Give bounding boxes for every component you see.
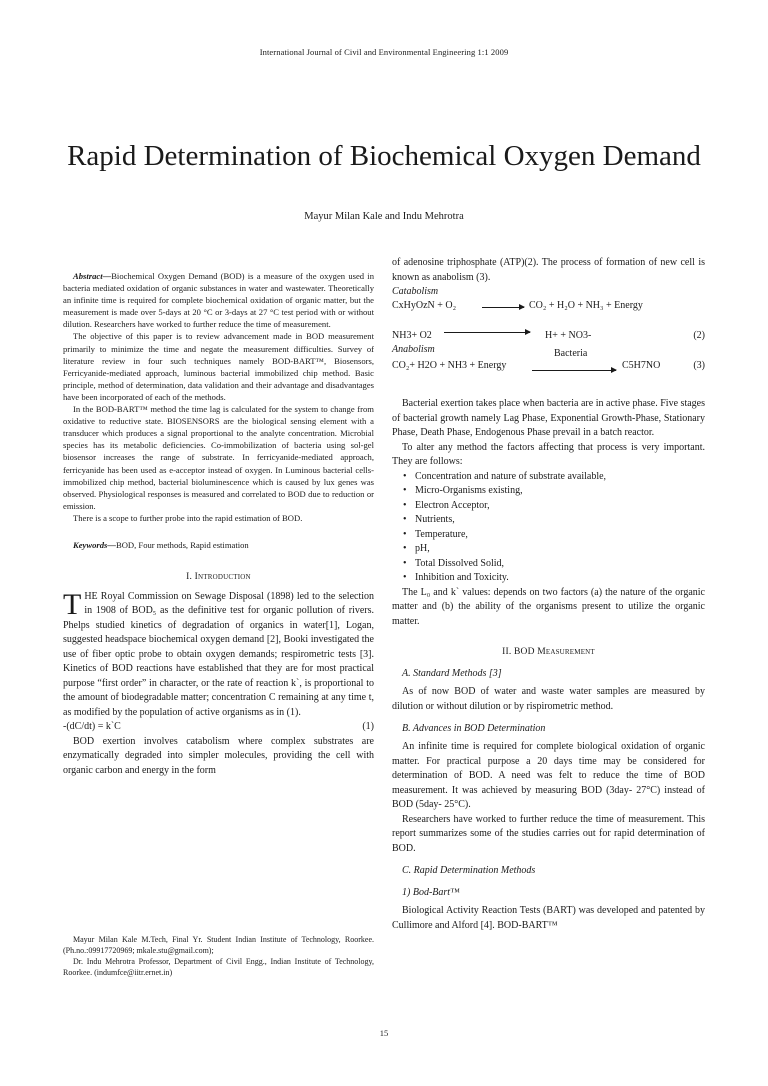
list-item: • Inhibition and Toxicity. [402, 571, 705, 586]
list-item: • Nutrients, [402, 513, 705, 528]
nitrification-rhs: H+ + NO3- [545, 330, 592, 341]
paper-title: Rapid Determination of Biochemical Oxygen Demand [67, 140, 701, 173]
reaction-arrow-icon [482, 307, 524, 308]
equation-3-number: (3) [693, 360, 705, 371]
catabolism-lhs: CxHyOzN + O₂ [392, 300, 457, 311]
catabolism-label: Catabolism [392, 286, 439, 297]
bacterial-exertion-paragraph: Bacterial exertion takes place when bacteria are in active phase. Five stages of bacterial growth namely Lag Phase, Exponential Growth-Phase, Stationary Phase, Death Phase, Endogenous Phase prevail in a batch reactor. [392, 398, 705, 438]
nitrification-lhs: NH3+ O2 [392, 330, 432, 341]
factors-list [392, 470, 705, 586]
subsection-heading-c: C. Rapid Determination Methods [402, 865, 536, 876]
right-column [392, 256, 705, 933]
equation-1 [63, 720, 374, 735]
abstract-paragraph: The objective of this paper is to review advancement made in BOD measurement primarily to minimize the time and negate the measurement difficulties. Survey of literature review in four such techniques namely BOD-BART™, Biosensors, Ferricyanide-mediated approach, luminous bacterial immobilized chip method. Basic principle, method of determination, data validation and their advantage and disadvantages have been incorporated of each of the methods. [63, 331, 374, 402]
intro-paragraph: THE Royal Commission on Sewage Disposal (1898) led to the selection in 1908 of BOD₅ as the definitive test for organic pollution of rivers. Phelps studied kinetics of degradation of organics in water[1], Logan, suggested headspace biochemical oxygen demand [2], Booki investigated the use of fiber optic probe to obtain oxygen demands; respirometric tests [3]. Kinetics of BOD reactions have established that they are for most practical purpose “first order” in character, or the rate of reaction k`, is proportional to the amount of biodegradable matter; concentration C remaining at any time t, as modified by the population of active organisms as in (1). [63, 587, 374, 718]
abstract-paragraph: Abstract—Biochemical Oxygen Demand (BOD) is a measure of the oxygen used in bacteria mediated oxidation of organic substances in water and wastewater. Theoretically an infinite time is required for complete biochemical oxidation of organic matter, but the measurement is made over 5-days at 20 °C or 3-days at 27 °C test period with or without dilution. Researchers have worked to further reduce the time of measurement. [63, 271, 374, 330]
anabolism-label: Anabolism [392, 344, 435, 355]
abstract-paragraph: In the BOD-BART™ method the time lag is calculated for the system to change from oxidative to reductive state. BIOSENSORS are the biological sensing element with a transducer which produces a signal proportional to the analyte concentration. Microbial species has its metabolic deficiencies. Co-immobilization of bacteria using sol-gel biosensor increases the range of substrate. In ferricyanide-mediated approach, ferricyanide has been used as e-acceptor instead of oxygen. In Luminous bacterial cells-immobilized chip method, bacterial bioluminescence which is caused by lux genes was observed. Physiological responses is measured and correlated to BOD due to reduction or emission. [63, 404, 374, 511]
bacteria-label: Bacteria [554, 348, 588, 359]
page-number: 15 [379, 1028, 389, 1038]
paragraph-c1: Biological Activity Reaction Tests (BART) was developed and patented by Cullimore and Alford [4]. BOD-BART™ [392, 905, 705, 931]
left-column [63, 256, 374, 778]
section-heading-introduction: I. Introduction [186, 571, 251, 582]
anabolism-lhs: CO₂+ H2O + NH3 + Energy [392, 360, 507, 371]
reaction-arrow-icon [532, 370, 616, 371]
catabolism-rhs: CO₂ + H₂O + NH₃ + Energy [529, 300, 643, 311]
intro-paragraph: BOD exertion involves catabolism where complex substrates are enzymatically degraded into simpler molecules, providing the cell with organic carbon and energy in the form [63, 735, 374, 776]
paragraph-b2: Researchers have worked to further reduce the time of measurement. This report summarizes some of the studies carries out for rapid determination of BOD. [392, 813, 705, 854]
reaction-arrow-icon [444, 332, 530, 333]
list-item: • Total Dissolved Solid, [402, 557, 705, 572]
anabolism-rhs: C5H7NO [622, 360, 661, 371]
subsection-heading-c1: 1) Bod-Bart™ [402, 887, 460, 898]
keywords-label: Keywords [73, 539, 108, 550]
footnote: Dr. Indu Mehrotra Professor, Department of Civil Engg., Indian Institute of Technology, Roorkee. (indumfce@iitr.ernet.in) [63, 957, 374, 977]
list-item: • pH, [402, 542, 705, 557]
paragraph-a: As of now BOD of water and waste water samples are measured by dilution or without dilution or by rispirometric method. [392, 686, 705, 712]
abstract-paragraph: There is a scope to further probe into the rapid estimation of BOD. [73, 512, 303, 523]
continuation-paragraph: of adenosine triphosphate (ATP)(2). The process of formation of new cell is known as anabolism (3). [392, 257, 705, 283]
subsection-heading-a: A. Standard Methods [3] [402, 668, 502, 679]
reaction-equations [392, 285, 705, 385]
subsection-heading-b: B. Advances in BOD Determination [402, 723, 546, 734]
equation-1-number: (1) [362, 721, 374, 733]
factors-intro-paragraph: To alter any method the factors affecting that process is very important. They are follows: [392, 441, 705, 467]
author-footnotes [63, 934, 374, 978]
equation-1-expr: -(dC/dt) = k`C [63, 721, 121, 733]
list-item: • Micro-Organisms existing, [402, 484, 705, 499]
list-item: • Electron Acceptor, [402, 499, 705, 514]
footnote: Mayur Milan Kale M.Tech, Final Yr. Student Indian Institute of Technology, Roorkee. (Ph.no.:09917720969; mkale.stu@gmail.com); [63, 935, 374, 955]
abstract-label: Abstract [73, 271, 103, 281]
abstract [63, 270, 374, 524]
l0-paragraph: The L₀ and k` values: depends on two factors (a) the nature of the organic matter and (b) the ability of the organisms present to utilize the organic matter. [392, 586, 705, 627]
paragraph-b1: An infinite time is required for complete biological oxidation of organic matter. For practical purpose a 20 days time may be considered for determination of BOD. A need was felt to reduce the time of BOD measurement. It was achieved by measuring BOD (3day- 27°C) instead of BOD (5day- 25°C). [392, 741, 705, 810]
drop-cap: T [63, 587, 82, 621]
equation-2-number: (2) [693, 330, 705, 341]
running-head: International Journal of Civil and Environmental Engineering 1:1 2009 [259, 47, 509, 57]
introduction-body [63, 587, 374, 779]
authors: Mayur Milan Kale and Indu Mehrotra [304, 211, 464, 222]
list-item: • Concentration and nature of substrate available, [402, 470, 705, 485]
list-item: • Temperature, [402, 528, 705, 543]
section-heading-bod-measurement: II. BOD Measurement [502, 647, 595, 657]
keywords: Keywords—BOD, Four methods, Rapid estimation [73, 539, 249, 550]
